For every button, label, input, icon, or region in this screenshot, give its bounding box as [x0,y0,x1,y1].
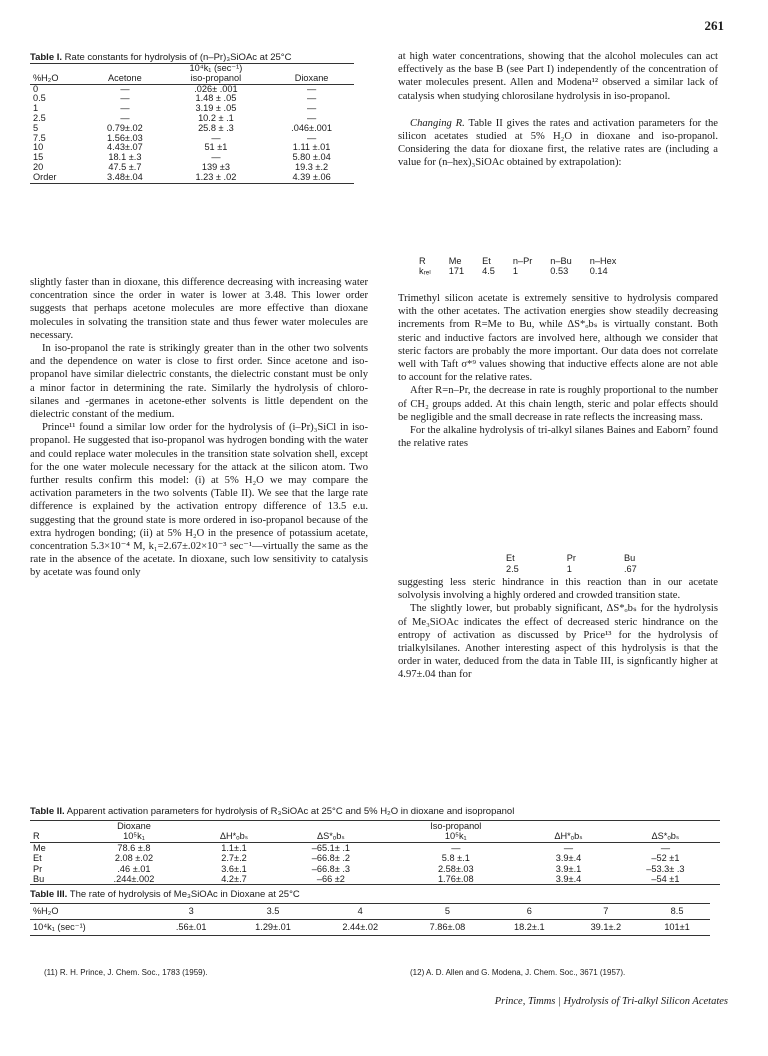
rel-rate-value: 0.14 [589,266,608,276]
body-paragraph: slightly faster than in dioxane, this difference decreasing with increasing water concentration since the order in water is lower at 3.48. This lower order suggests that perhaps acetone molecules are more effective than dioxane molecules in solvating the transition state and thus fewer water molecules are necessary. [30,277,368,341]
table-1-grid [30,63,354,184]
body-paragraph: Table II gives the rates and activation parameters for the silicon acetates studied at 5% H₂O in dioxane and iso-propanol. Considering the data for dioxane first, the relative rates are (including a value for (n–hex)₃SiOAc obtained by extrapolation): [398,117,718,169]
baines-header: Bu [623,553,636,563]
table-3 [30,889,740,936]
table-row [30,842,720,853]
table-cell: — [306,93,317,104]
table-3-caption [30,889,740,900]
table-cell: –53.3± .3 [646,863,685,874]
body-paragraph: Prince¹¹ found a similar low order for the hydrolysis of (i–Pr)₃SiCl in iso-propanol. He suggested that iso-propanol was hydrogen bonding with the water and could replace water molecules in the transition state solvation shell, except for the one water molecule necessary for the attack at the silicon atom. Two further results confirm this model: (i) at 5% H₂O we may compare the activation parameters in the two solvents (Table II). We see that the large rate difference is explained by the activation entropy difference of 13.5 e.u. suggesting that the ground state is more ordered in iso-propanol because of the extra hydrogen bonding; (ii) at 5% H₂O in the presence of potassium acetate, concentration 5.3×10⁻⁴ M, k₁=2.67±.02×10⁻³ sec⁻¹—virtually the same as the rate in the absence of the acetate. In dioxane, such low sensitivity to catalysis by acetate was found only [30,422,368,579]
table-1-header-top: 10⁴k₁ (sec⁻¹) [163,64,269,74]
table-cell: — [306,112,317,123]
rel-rate-header: n–Hex [589,256,617,266]
table-cell: 5.80 ±.04 [292,152,331,163]
table-cell: .046±.001 [291,122,332,133]
baines-value: 1 [566,563,572,574]
table-cell: 139 ±3 [201,161,230,172]
table-cell: 25.8 ± .3 [198,122,234,133]
table-1-header: Dioxane [269,74,354,84]
table-cell: 2.44±.02 [317,920,404,936]
table-2-header: 10⁵k₁ [385,831,526,842]
table-cell: –66.8± .2 [311,853,351,864]
table-1-header: %H₂O [30,74,87,84]
rel-rate-header: Et [482,256,491,266]
table-cell: — [660,842,671,853]
table-cell: — [306,103,317,114]
table-2-header: ΔH*ₒbₛ [192,831,277,842]
body-paragraph: In iso-propanol the rate is strikingly greater than in the other two solvents and the dependence on water is close to first order. Since acetone and iso-propanol have similar dielectric constants, the dielectric constant must be only a minor factor in determining the rate. Similarly the hydrolysis of chloro-silanes and -germanes in acetone-ether solvents is little dependent on the dielectric constant of the medium. [30,343,368,421]
body-paragraph: The slightly lower, but probably significant, ΔS*ₒbₛ for the hydrolysis of Me₃SiOAc indicates the effect of decreased steric hindrance on the entropy of activation as discussed by Price¹³ for the hydrolysis of trialkylsilanes. Another interesting aspect of this hydrolysis is that the order in water, deduced from the data in Table III, is signficantly higher at 4.97±.04 than for [398,603,718,681]
right-column-bottom [398,576,718,682]
table-2-header: ΔS*ₒbₛ [276,831,385,842]
table-cell: 39.1±.2 [568,920,645,936]
table-cell: 4 [317,904,404,920]
baines-value: 2.5 [506,563,519,574]
table-cell: 6 [491,904,568,920]
table-cell: 18.2±.1 [491,920,568,936]
table-3-grid [30,903,710,936]
table-cell: 3.9±.1 [555,863,582,874]
right-column-top [398,50,718,170]
footnote-12: (12) A. D. Allen and G. Modena, J. Chem. Soc., 3671 (1957). [410,968,626,977]
table-cell: — [120,112,130,123]
table-cell: 10 [33,142,44,153]
rel-rate-header: n–Bu [550,256,572,266]
table-1-caption-text: Rate constants for hydrolysis of (n–Pr)₃SiOAc at 25°C [64,52,292,63]
baines-header: Et [506,553,515,563]
table-cell: 1.23 ± .02 [163,173,269,183]
table-1 [30,52,370,184]
body-paragraph: at high water concentrations, showing that the alcohol molecules can act effectively as the base B (see Part I) independently of the concentration of water molecules present. Allen and Modena¹² observed a similar lack of catalysis when studying chlorosilane hydrolysis in iso-propanol. [398,51,718,102]
table-cell: 1 [33,103,39,114]
table-cell: 3.9±.4 [526,874,611,885]
baines-value: .67 [623,563,637,574]
table-cell: 1.11 ±.01 [292,142,331,153]
table-cell: 15 [33,152,44,163]
table-2-caption-label: Table II. [30,806,65,817]
body-paragraph: After R=n–Pr, the decrease in rate is roughly proportional to the number of CH₂ groups added. At this chain length, steric and polar effects should be negligible and the small decrease in rate reflects the increasing mass. [398,385,718,423]
left-column [30,276,368,580]
table-cell: 2.5 [33,112,46,123]
body-paragraph: For the alkaline hydrolysis of tri-alkyl silanes Baines and Eaborn⁷ found the relative rates [398,425,718,450]
table-cell: 2.58±.03 [437,863,474,874]
table-cell: 19.3 ±.2 [295,161,329,172]
table-cell: 5 [33,122,39,133]
table-1-caption-label: Table I. [30,52,63,63]
table-cell: –66.8± .3 [311,863,351,874]
table-cell: .56±.01 [153,920,230,936]
rel-rate-value: 171 [448,266,465,276]
table-cell: –65.1± .1 [311,842,351,853]
table-cell: — [120,83,130,94]
table-cell: 78.6 ±.8 [117,842,151,853]
table-row [30,874,720,885]
table-2-header: 10⁵k₁ [76,831,191,842]
table-cell: 8.5 [644,904,710,920]
right-column-middle [398,292,718,450]
body-paragraph: suggesting less steric hindrance in this reaction than in our acetate solvolysis involving a highly ordered and crowded transition state. [398,577,718,602]
table-1-header: iso-propanol [163,74,269,84]
table-1-caption [30,52,370,63]
page-number: 261 [704,18,724,33]
table-cell: 0 [33,83,39,94]
table-row [30,84,354,94]
table-cell: 47.5 ±.7 [108,161,142,172]
table-cell: 5 [404,904,491,920]
table-cell: 1.56±.03 [107,132,143,143]
table-2-grid [30,820,720,885]
table-1-header: Acetone [87,74,163,84]
table-cell: 51 ±1 [204,142,228,153]
table-cell: 4.43±.07 [107,142,143,153]
table-2-header: ΔH*ₒbₛ [526,831,611,842]
table-cell: .026± .001 [194,83,238,94]
table-cell: 0.5 [33,93,46,104]
table-cell: 20 [33,161,44,172]
table-cell: — [451,842,461,853]
table-2-caption [30,806,740,817]
table-cell: — [563,842,574,853]
table-cell: — [120,103,130,114]
rel-rate-value: 0.53 [550,266,569,276]
table-3-header: %H₂O [30,904,153,920]
table-cell: 10.2 ± .1 [198,112,234,123]
table-cell: 2.7±.2 [221,853,247,864]
table-cell: 101±1 [644,920,710,936]
table-cell: 7.5 [33,132,46,143]
table-cell: .244±.002 [76,874,191,885]
table-cell: 3.9±.4 [555,853,582,864]
table-3-row-label: 10⁴k₁ (sec⁻¹) [30,920,153,936]
rel-rate-header: Me [448,256,462,266]
rel-rate-value: 4.5 [482,266,495,276]
table-cell: Order [30,173,87,183]
table-row [30,104,354,114]
table-cell: 1.29±.01 [229,920,316,936]
table-2-header: ΔS*ₒbₛ [611,831,720,842]
rel-rate-header: n–Pr [512,256,533,266]
table-row [30,94,354,104]
table-cell: 1.76±.08 [385,874,526,885]
table-cell: Pr [33,863,43,874]
table-cell: 4.2±.7 [192,874,277,885]
table-cell: — [306,132,317,143]
table-cell: 18.1 ±.3 [108,152,142,163]
baines-header: Pr [566,553,576,563]
footnote-11: (11) R. H. Prince, J. Chem. Soc., 1783 (1959). [44,968,208,977]
table-cell: — [211,152,221,163]
table-2-group-header: Dioxane [76,821,191,832]
table-cell: 5.8 ±.1 [441,853,470,864]
table-cell: 1.48 ± .05 [195,93,237,104]
table-cell: 0.79±.02 [107,122,143,133]
table-cell: –52 ±1 [651,853,680,864]
baines-rates-table [398,553,718,574]
table-cell: 7.86±.08 [404,920,491,936]
table-row [30,864,720,874]
table-cell: 1.1±.1 [221,842,247,853]
section-heading: Changing R. [410,117,465,129]
running-footer: Prince, Timms | Hydrolysis of Tri-alkyl Silicon Acetates [494,996,728,1007]
table-cell: 4.39 ±.06 [269,173,354,183]
table-cell: Me [33,842,46,853]
rel-rate-value: 1 [512,266,518,276]
table-cell: –54 ±1 [611,874,720,885]
table-cell: –66 ±2 [276,874,385,885]
table-cell: 3.48±.04 [87,173,163,183]
body-paragraph: Trimethyl silicon acetate is extremely sensitive to hydrolysis compared with the other acetates. The activation energies show steadily decreasing increments from R=Me to Bu, while ΔS*ₒbₛ is virtually constant. Both steric and inductive factors are involved here, although we consider that steric factors are probably the more important. Our data does not correlate well with Taft σ*⁹ values showing that inductive effects alone are not able to account for the relative rates. [398,293,718,384]
table-3-caption-label: Table III. [30,889,68,900]
table-2-caption-text: Apparent activation parameters for hydrolysis of R₃SiOAc at 25°C and 5% H₂O in dioxane and isopropanol [66,806,515,817]
table-cell: 7 [568,904,645,920]
table-cell: 3.19 ± .05 [195,103,237,114]
table-3-caption-text: The rate of hydrolysis of Me₃SiOAc in Dioxane at 25°C [69,889,300,900]
table-row [30,173,354,183]
table-cell: Bu [30,874,76,885]
table-2-group-header: Iso-propanol [385,821,526,832]
table-cell: Et [33,853,42,864]
rel-rate-value: kᵣₑₗ [419,266,431,276]
table-cell: .46 ±.01 [117,863,151,874]
relative-rates-table [398,256,718,276]
table-cell: 3 [153,904,230,920]
table-2-header: R [30,831,76,842]
table-cell: — [211,132,221,143]
table-cell: — [120,93,130,104]
table-cell: 3.6±.1 [221,863,247,874]
table-cell: — [306,83,317,94]
rel-rate-header: R [419,256,426,266]
table-cell: 2.08 ±.02 [114,853,154,864]
table-row [30,124,354,134]
table-2 [30,806,740,885]
table-row [30,853,720,863]
table-cell: 3.5 [229,904,316,920]
